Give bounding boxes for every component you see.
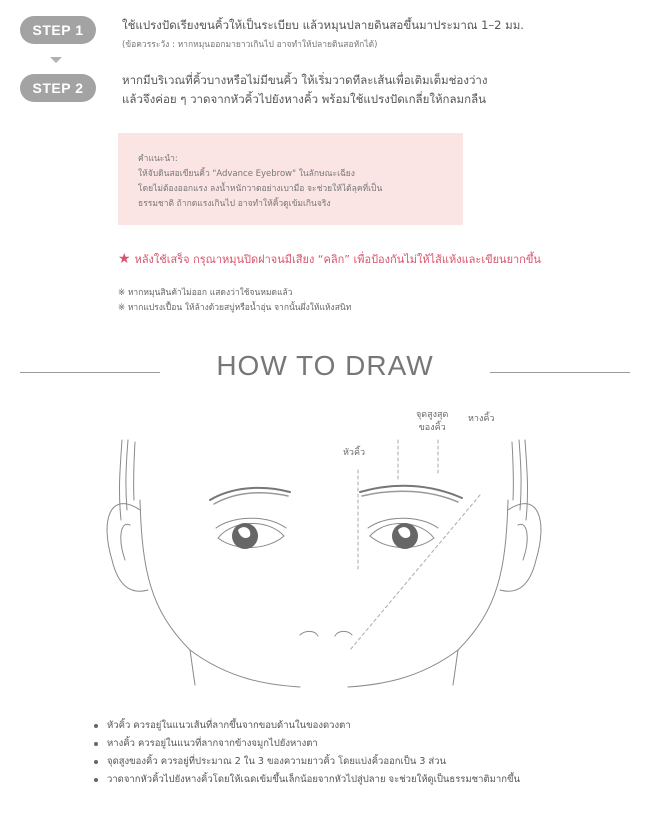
- star-icon: ★: [118, 251, 131, 267]
- title-rule-right: [490, 372, 630, 373]
- label-brow-peak: [416, 409, 448, 435]
- list-item: หางคิ้ว ควรอยู่ในแนวที่ลากจากข้างจมูกไปยังหางตา: [92, 735, 520, 753]
- step-down-arrow-icon: [50, 57, 62, 63]
- label-brow-head: หัวคิ้ว: [343, 448, 366, 458]
- advice-box: [118, 133, 463, 225]
- step-1-note: (ข้อควรระวัง : หากหมุนออกมายาวเกินไป อาจทำให้ปลายดินสอหักได้): [122, 40, 378, 50]
- warning-line: [118, 250, 541, 268]
- list-item: จุดสูงของคิ้ว ควรอยู่ที่ประมาณ 2 ใน 3 ของความยาวคิ้ว โดยแบ่งคิ้วออกเป็น 3 ส่วน: [92, 753, 520, 771]
- step-2-text-line-2: แล้วจึงค่อย ๆ วาดจากหัวคิ้วไปยังหางคิ้ว พร้อมใช้แปรงปัดเกลี่ยให้กลมกลืน: [122, 92, 486, 106]
- note-line-2: ※ หากแปรงเปื้อน ให้ล้างด้วยสบู่หรือน้ำอุ่น จากนั้นผึ่งให้แห้งสนิท: [118, 303, 352, 313]
- advice-title: คำแนะนำ:: [138, 154, 178, 164]
- tips-list: [92, 717, 520, 789]
- step-1-badge: STEP 1: [20, 16, 96, 44]
- list-item: หัวคิ้ว ควรอยู่ในแนวเส้นที่ลากขึ้นจากขอบด้านในของดวงตา: [92, 717, 520, 735]
- advice-line-1: ให้จับดินสอเขียนคิ้ว "Advance Eyebrow" ในลักษณะเฉียง: [138, 169, 355, 179]
- warning-text: หลังใช้เสร็จ กรุณาหมุนปิดฝาจนมีเสียง “คลิก” เพื่อป้องกันไม่ให้ไส้แห้งและเขียนยากขึ้น: [134, 253, 541, 266]
- label-brow-peak-line-1: จุดสูงสุด: [416, 410, 449, 420]
- label-brow-tail: หางคิ้ว: [468, 414, 495, 424]
- advice-line-2: โดยไม่ต้องออกแรง ลงน้ำหนักวาดอย่างเบามือ จะช่วยให้ได้ลุคที่เป็น: [138, 184, 383, 194]
- step-2-text-line-1: หากมีบริเวณที่คิ้วบางหรือไม่มีขนคิ้ว ให้เริ่มวาดทีละเส้นเพื่อเติมเต็มช่องว่าง: [122, 73, 488, 87]
- note-line-1: ※ หากหมุนสินค้าไม่ออก แสดงว่าใช้จนหมดแล้ว: [118, 288, 293, 298]
- label-brow-peak-line-2: ของคิ้ว: [418, 423, 446, 433]
- how-to-draw-title: HOW TO DRAW: [216, 350, 434, 381]
- step-2-text: [122, 71, 487, 109]
- step-2-badge: STEP 2: [20, 74, 96, 102]
- list-item: วาดจากหัวคิ้วไปยังหางคิ้วโดยให้เฉดเข้มขึ้นเล็กน้อยจากหัวไปสู่ปลาย จะช่วยให้ดูเป็นธรรมชาติมากขึ้น: [92, 771, 520, 789]
- face-illustration: [0, 400, 650, 690]
- advice-line-3: ธรรมชาติ ถ้ากดแรงเกินไป อาจทำให้คิ้วดูเข้มเกินจริง: [138, 199, 331, 209]
- step-1-text: ใช้แปรงปัดเรียงขนคิ้วให้เป็นระเบียบ แล้วหมุนปลายดินสอขึ้นมาประมาณ 1–2 มม.: [122, 18, 524, 32]
